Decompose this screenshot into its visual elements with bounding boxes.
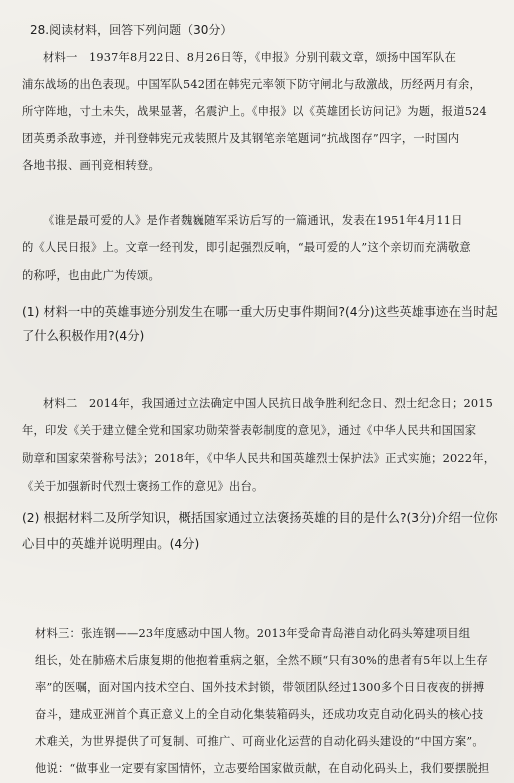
question-title: 28.阅读材料，回答下列问题（30分） (30, 23, 233, 37)
material-one-line: 团英勇杀敌事迹，并刊登韩宪元戎装照片及其钢笔亲笔题词“抗战图存”四字，一时国内 (22, 132, 460, 145)
material-two-line: 年，印发《关于建立健全党和国家功勋荣誉表彰制度的意见》，通过《中华人民共和国国家 (22, 424, 477, 437)
material-three-line: 材料三：张连钢——23年度感动中国人物。2013年受命青岛港自动化码头筹建项目组 (35, 627, 471, 640)
material-one-line: 材料一 1937年8月22日、8月26日等，《申报》分别刊载文章，颂扬中国军队在 (43, 51, 457, 64)
material-three-line: 术难关，为世界提供了可复制、可推广、可商业化运营的自动化码头建设的“中国方案”。 (35, 735, 484, 748)
material-two-line: 勋章和国家荣誉称号法》；2018年，《中华人民共和国英雄烈士保护法》正式实施；2022年， (22, 452, 496, 465)
material-three-line: 率”的医嘱，面对国内技术空白、国外技术封锁，带领团队经过1300多个日日夜夜的拼搏 (35, 681, 485, 694)
material-three-line: 他说：“做事业一定要有家国情怀，立志要给国家做贡献，在自动化码头上，我们要摆脱担 (35, 762, 490, 775)
material-two-line: 《关于加强新时代烈士褒扬工作的意见》出台。 (22, 480, 264, 493)
material-one-line: 所守阵地，寸土未失，战果显著，名震沪上。《申报》以《英雄团长访问记》为题，报道524 (22, 105, 487, 118)
material-one-line: 浦东战场的出色表现。中国军队542团在韩宪元率领下防守闸北与敌激战，历经两月有余， (22, 78, 482, 91)
material-three-line: 组长，处在肺癌术后康复期的他抱着重病之躯，全然不顾“只有30%的患者有5年以上生存 (35, 654, 488, 667)
material-one-line: 各地书报、画刊竞相转登。 (22, 159, 160, 172)
material-three-line: 奋斗，建成亚洲首个真正意义上的全自动化集装箱码头，还成功攻克自动化码头的核心技 (35, 708, 484, 721)
material-one-line: 的《人民日报》上。文章一经刊发，即引起强烈反响，“最可爱的人”这个亲切而充满敬意 (22, 241, 471, 254)
sub-question-one-line: (1) 材料一中的英雄事迹分别发生在哪一重大历史事件期间?(4分)这些英雄事迹在当时起 (22, 305, 498, 319)
material-two-line: 材料二 2014年，我国通过立法确定中国人民抗日战争胜利纪念日、烈士纪念日；2015 (43, 397, 493, 410)
material-one-line: 《谁是最可爱的人》是作者魏巍随军采访后写的一篇通讯，发表在1951年4月11日 (43, 214, 463, 227)
sub-question-two-line: 心目中的英雄并说明理由。(4分) (22, 537, 200, 551)
sub-question-one-line: 了什么积极作用?(4分) (22, 329, 145, 343)
material-one-line: 的称呼，也由此广为传颂。 (22, 269, 160, 282)
sub-question-two-line: (2) 根据材料二及所学知识，概括国家通过立法褒扬英雄的目的是什么?(3分)介绍一位你 (22, 511, 498, 525)
